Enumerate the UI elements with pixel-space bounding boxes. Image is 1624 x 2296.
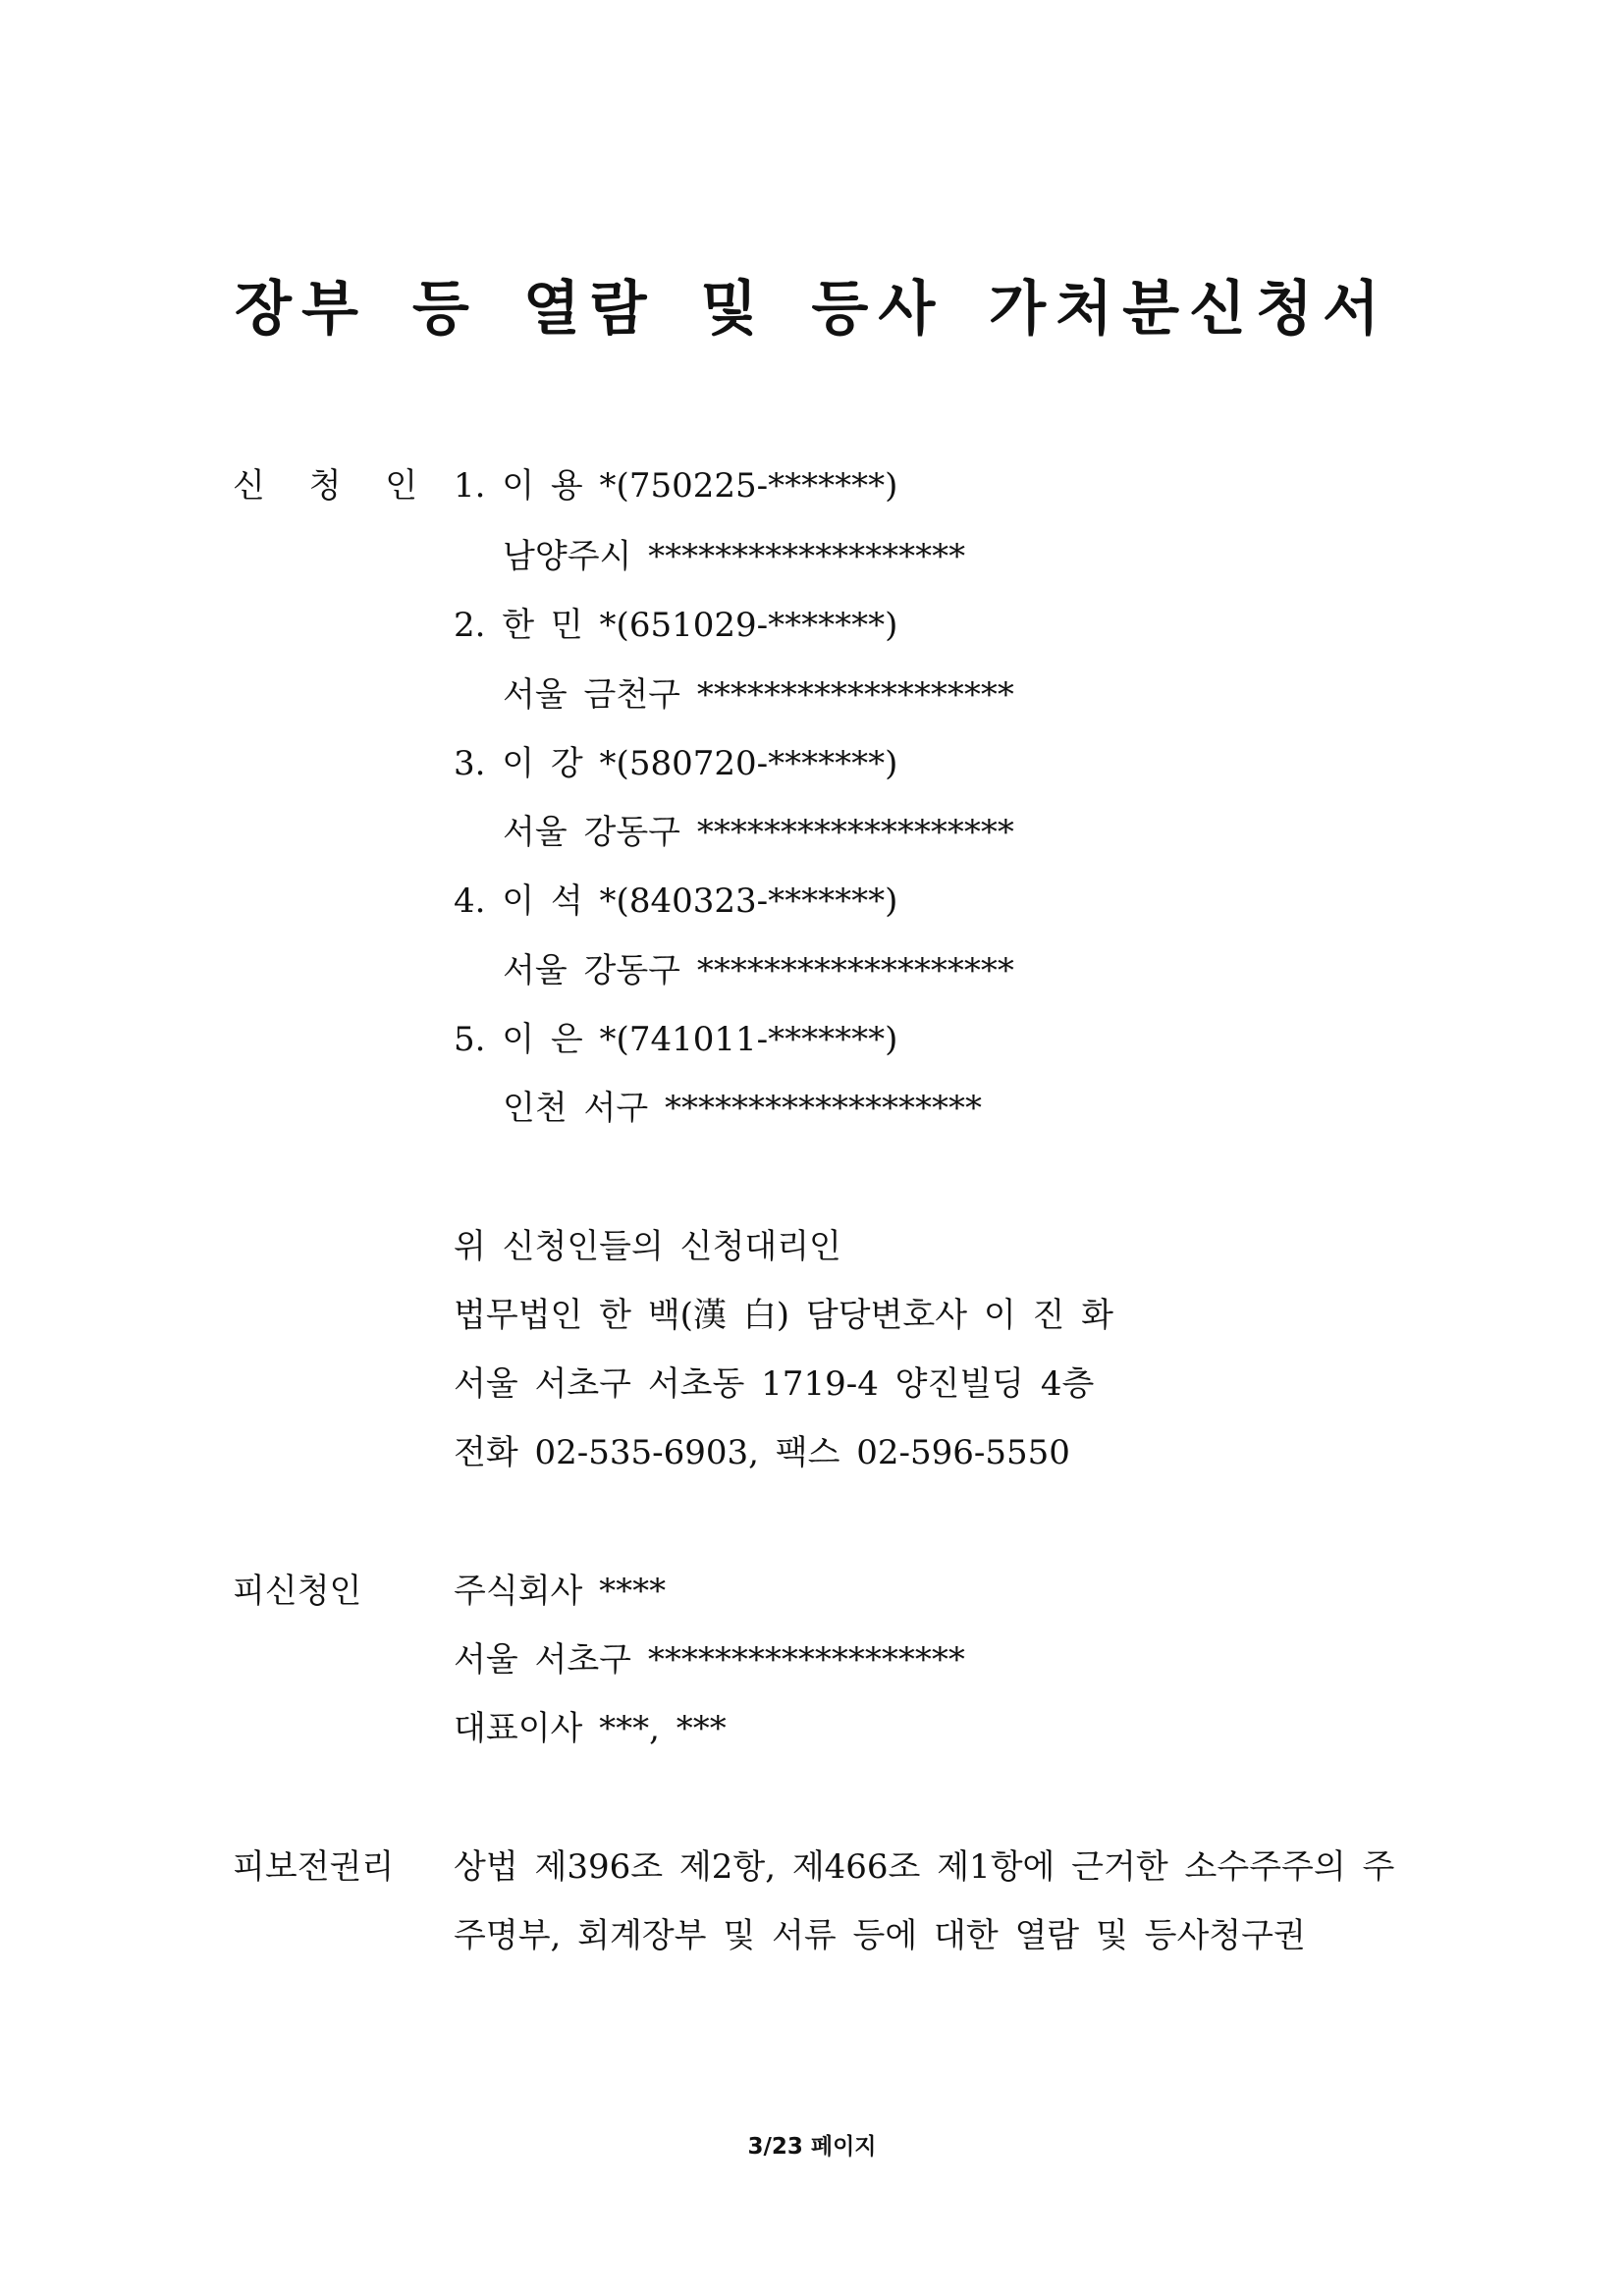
applicant-label: 신 청 인 — [233, 466, 432, 506]
agent-line-2: 법무법인 한 백(漢 白) 담당변호사 이 진 화 — [454, 1296, 1113, 1335]
preserved-right-line-1: 상법 제396조 제2항, 제466조 제1항에 근거한 소수주주의 주 — [454, 1847, 1395, 1887]
applicant-3-line: 3. 이 강 *(580720-*******) — [454, 744, 898, 783]
agent-line-4: 전화 02-535-6903, 팩스 02-596-5550 — [454, 1433, 1070, 1472]
agent-line-3: 서울 서초구 서초동 1719-4 양진빌딩 4층 — [454, 1364, 1095, 1404]
agent-line-1: 위 신청인들의 신청대리인 — [454, 1227, 841, 1266]
respondent-line-1: 주식회사 **** — [454, 1572, 667, 1611]
applicant-1-address: 남양주시 ******************* — [503, 537, 966, 576]
page-number: 3/23 페이지 — [747, 2134, 877, 2160]
applicant-2-address: 서울 금천구 ******************* — [503, 675, 1014, 715]
applicant-5-line: 5. 이 은 *(741011-*******) — [454, 1020, 898, 1059]
respondent-line-3: 대표이사 ***, *** — [454, 1709, 727, 1748]
applicant-4-address: 서울 강동구 ******************* — [503, 951, 1014, 990]
applicant-1-line: 1. 이 용 *(750225-*******) — [454, 466, 898, 506]
respondent-label: 피신청인 — [233, 1572, 362, 1611]
applicant-2-line: 2. 한 민 *(651029-*******) — [454, 606, 898, 645]
preserved-right-line-2: 주명부, 회계장부 및 서류 등에 대한 열람 및 등사청구권 — [454, 1916, 1306, 1955]
preserved-right-label: 피보전권리 — [233, 1847, 395, 1887]
applicant-5-address: 인천 서구 ******************* — [503, 1089, 982, 1128]
applicant-4-line: 4. 이 석 *(840323-*******) — [454, 881, 898, 921]
respondent-line-2: 서울 서초구 ******************* — [454, 1640, 965, 1680]
applicant-3-address: 서울 강동구 ******************* — [503, 813, 1014, 852]
document-title: 장부 등 열람 및 등사 가처분신청서 — [235, 275, 1389, 344]
